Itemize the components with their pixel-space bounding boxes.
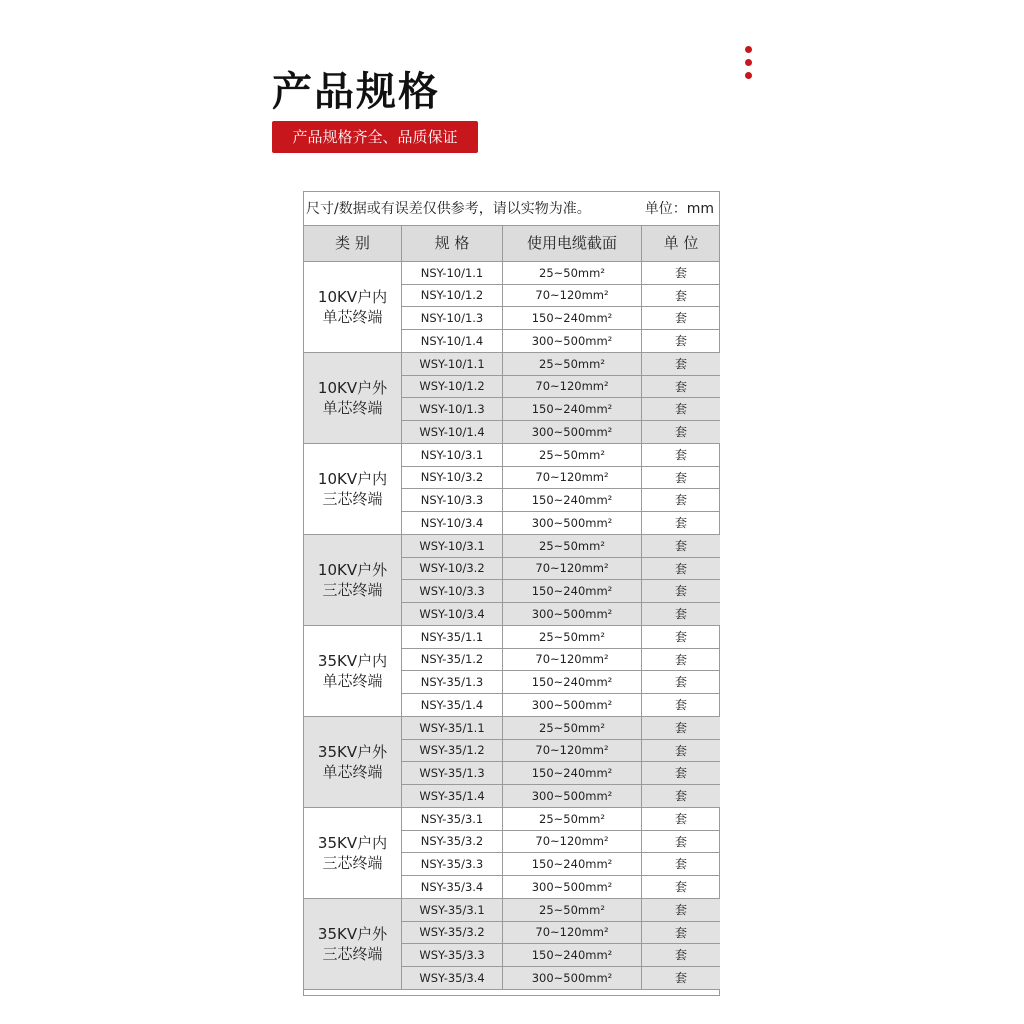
category-group (304, 717, 719, 808)
cable-section-cell: 300~500mm² (503, 512, 642, 535)
unit-cell: 套 (674, 812, 687, 827)
cable-section-cell: 300~500mm² (503, 694, 642, 717)
spec-cell: WSY-35/1.2 (402, 740, 503, 762)
unit-cell: 套 (674, 721, 687, 736)
group-rows (402, 353, 720, 443)
table-row (402, 694, 720, 717)
dot (745, 46, 752, 53)
dot (745, 72, 752, 79)
spec-cell: NSY-35/3.2 (402, 831, 503, 853)
unit-cell: 套 (674, 379, 687, 394)
spec-cell: WSY-10/1.3 (402, 398, 503, 420)
group-rows (402, 717, 720, 807)
unit-cell: 套 (674, 334, 687, 349)
spec-cell: NSY-10/1.3 (402, 307, 503, 329)
group-rows (402, 262, 720, 352)
unit-cell: 套 (674, 311, 687, 326)
spec-cell: NSY-35/3.4 (402, 876, 503, 899)
table-header (304, 226, 719, 262)
unit-cell: 套 (674, 425, 687, 440)
table-row (402, 944, 720, 967)
table-row (402, 671, 720, 694)
category-group (304, 808, 719, 899)
spec-cell: WSY-35/3.1 (402, 899, 503, 921)
category-group (304, 444, 719, 535)
table-row (402, 899, 720, 922)
spec-cell: WSY-35/3.2 (402, 922, 503, 944)
cable-section-cell: 300~500mm² (503, 603, 642, 626)
cable-section-cell: 25~50mm² (503, 262, 642, 284)
spec-cell: NSY-10/3.1 (402, 444, 503, 466)
cable-section-cell: 70~120mm² (503, 831, 642, 853)
table-row (402, 262, 720, 285)
unit-cell: 套 (674, 493, 687, 508)
note-disclaimer: 尺寸/数据或有误差仅供参考，请以实物为准。 (306, 201, 591, 217)
unit-cell: 套 (674, 857, 687, 872)
table-row (402, 922, 720, 945)
table-row (402, 421, 720, 444)
spec-cell: NSY-10/3.4 (402, 512, 503, 535)
unit-cell: 套 (674, 448, 687, 463)
category-group (304, 353, 719, 444)
spec-cell: WSY-35/1.1 (402, 717, 503, 739)
table-row (402, 353, 720, 376)
unit-cell: 套 (674, 584, 687, 599)
category-line1: 10KV户内 (317, 470, 388, 488)
category-cell (304, 353, 402, 443)
spec-cell: NSY-10/1.1 (402, 262, 503, 284)
unit-cell: 套 (674, 516, 687, 531)
spec-cell: WSY-35/1.4 (402, 785, 503, 808)
table-row (402, 467, 720, 490)
group-rows (402, 535, 720, 625)
cable-section-cell: 150~240mm² (503, 307, 642, 329)
spec-cell: NSY-10/1.4 (402, 330, 503, 353)
spec-cell: NSY-10/3.2 (402, 467, 503, 489)
group-rows (402, 626, 720, 716)
table-row (402, 307, 720, 330)
cable-section-cell: 300~500mm² (503, 876, 642, 899)
unit-cell: 套 (674, 948, 687, 963)
table-row (402, 558, 720, 581)
header-unit: 单 位 (663, 234, 699, 252)
cable-section-cell: 70~120mm² (503, 376, 642, 398)
table-row (402, 717, 720, 740)
category-group (304, 626, 719, 717)
cable-section-cell: 25~50mm² (503, 444, 642, 466)
cable-section-cell: 25~50mm² (503, 535, 642, 557)
spec-cell: WSY-10/3.1 (402, 535, 503, 557)
unit-cell: 套 (674, 652, 687, 667)
table-row (402, 853, 720, 876)
category-cell (304, 717, 402, 807)
cable-section-cell: 300~500mm² (503, 421, 642, 444)
category-group (304, 899, 719, 990)
spec-cell: NSY-35/1.3 (402, 671, 503, 693)
unit-cell: 套 (674, 539, 687, 554)
table-row (402, 603, 720, 626)
cable-section-cell: 150~240mm² (503, 853, 642, 875)
table-note (304, 192, 719, 226)
spec-table (303, 191, 720, 996)
table-row (402, 285, 720, 308)
cable-section-cell: 150~240mm² (503, 398, 642, 420)
category-line2: 单芯终端 (322, 672, 383, 690)
unit-cell: 套 (674, 925, 687, 940)
category-line2: 三芯终端 (322, 945, 383, 963)
unit-cell: 套 (674, 288, 687, 303)
spec-cell: NSY-10/3.3 (402, 489, 503, 511)
table-row (402, 626, 720, 649)
cable-section-cell: 300~500mm² (503, 785, 642, 808)
table-row (402, 649, 720, 672)
cable-section-cell: 25~50mm² (503, 626, 642, 648)
unit-cell: 套 (674, 630, 687, 645)
category-line1: 35KV户内 (317, 652, 388, 670)
table-row (402, 808, 720, 831)
unit-cell: 套 (674, 607, 687, 622)
spec-cell: NSY-35/3.1 (402, 808, 503, 830)
unit-cell: 套 (674, 402, 687, 417)
spec-cell: WSY-10/1.2 (402, 376, 503, 398)
spec-cell: NSY-35/1.1 (402, 626, 503, 648)
table-row (402, 762, 720, 785)
category-line2: 三芯终端 (322, 854, 383, 872)
category-line1: 35KV户外 (317, 743, 388, 761)
category-cell (304, 626, 402, 716)
spec-cell: WSY-10/1.4 (402, 421, 503, 444)
cable-section-cell: 150~240mm² (503, 762, 642, 784)
note-unit: 单位：mm (644, 201, 714, 217)
category-line2: 单芯终端 (322, 763, 383, 781)
category-group (304, 262, 719, 353)
table-row (402, 580, 720, 603)
header-spec: 规 格 (402, 226, 503, 261)
spec-cell: NSY-35/1.4 (402, 694, 503, 717)
group-rows (402, 444, 720, 534)
unit-cell: 套 (674, 766, 687, 781)
dot (745, 59, 752, 66)
cable-section-cell: 70~120mm² (503, 740, 642, 762)
unit-cell: 套 (674, 903, 687, 918)
unit-cell: 套 (674, 971, 687, 986)
category-cell (304, 808, 402, 898)
table-row (402, 376, 720, 399)
table-row (402, 876, 720, 899)
cable-section-cell: 70~120mm² (503, 922, 642, 944)
category-cell (304, 262, 402, 352)
category-line1: 35KV户内 (317, 834, 388, 852)
category-cell (304, 535, 402, 625)
category-line2: 单芯终端 (322, 399, 383, 417)
category-line2: 三芯终端 (322, 490, 383, 508)
cable-section-cell: 150~240mm² (503, 580, 642, 602)
unit-cell: 套 (674, 357, 687, 372)
spec-cell: NSY-10/1.2 (402, 285, 503, 307)
table-row (402, 740, 720, 763)
header-category: 类 别 (304, 226, 402, 261)
table-row (402, 831, 720, 854)
cable-section-cell: 25~50mm² (503, 808, 642, 830)
unit-cell: 套 (674, 743, 687, 758)
unit-cell: 套 (674, 266, 687, 281)
table-row (402, 967, 720, 990)
group-rows (402, 899, 720, 989)
cable-section-cell: 70~120mm² (503, 558, 642, 580)
category-line2: 单芯终端 (322, 308, 383, 326)
spec-cell: WSY-10/3.4 (402, 603, 503, 626)
table-row (402, 785, 720, 808)
more-vertical-icon[interactable] (745, 46, 753, 85)
category-line1: 10KV户外 (317, 561, 388, 579)
table-row (402, 512, 720, 535)
cable-section-cell: 70~120mm² (503, 285, 642, 307)
subtitle-badge: 产品规格齐全、品质保证 (272, 121, 478, 153)
spec-cell: WSY-10/3.3 (402, 580, 503, 602)
cable-section-cell: 70~120mm² (503, 649, 642, 671)
spec-cell: NSY-35/1.2 (402, 649, 503, 671)
table-row (402, 398, 720, 421)
category-group (304, 535, 719, 626)
group-rows (402, 808, 720, 898)
cable-section-cell: 150~240mm² (503, 489, 642, 511)
category-line1: 35KV户外 (317, 925, 388, 943)
spec-cell: WSY-35/1.3 (402, 762, 503, 784)
cable-section-cell: 300~500mm² (503, 967, 642, 990)
unit-cell: 套 (674, 789, 687, 804)
table-body (304, 262, 719, 990)
unit-cell: 套 (674, 675, 687, 690)
spec-cell: WSY-35/3.4 (402, 967, 503, 990)
table-row (402, 330, 720, 353)
unit-cell: 套 (674, 698, 687, 713)
unit-cell: 套 (674, 880, 687, 895)
cable-section-cell: 25~50mm² (503, 353, 642, 375)
table-row (402, 535, 720, 558)
cable-section-cell: 300~500mm² (503, 330, 642, 353)
table-row (402, 444, 720, 467)
unit-cell: 套 (674, 834, 687, 849)
page-title: 产品规格 (272, 69, 440, 115)
category-cell (304, 899, 402, 989)
unit-cell: 套 (674, 470, 687, 485)
cable-section-cell: 25~50mm² (503, 717, 642, 739)
cable-section-cell: 25~50mm² (503, 899, 642, 921)
category-line1: 10KV户内 (317, 288, 388, 306)
category-cell (304, 444, 402, 534)
cable-section-cell: 150~240mm² (503, 671, 642, 693)
category-line2: 三芯终端 (322, 581, 383, 599)
cable-section-cell: 70~120mm² (503, 467, 642, 489)
spec-cell: WSY-35/3.3 (402, 944, 503, 966)
table-row (402, 489, 720, 512)
header-cable-section: 使用电缆截面 (503, 226, 642, 261)
cable-section-cell: 150~240mm² (503, 944, 642, 966)
category-line1: 10KV户外 (317, 379, 388, 397)
spec-cell: NSY-35/3.3 (402, 853, 503, 875)
spec-cell: WSY-10/1.1 (402, 353, 503, 375)
spec-cell: WSY-10/3.2 (402, 558, 503, 580)
unit-cell: 套 (674, 561, 687, 576)
